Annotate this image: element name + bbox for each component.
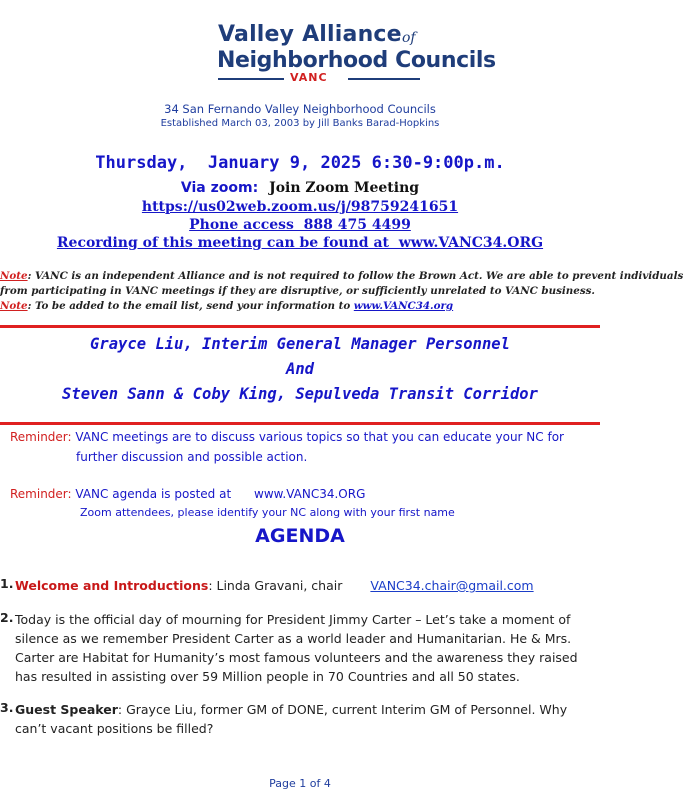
logo-title-line1: Valley Alliance [218,22,402,47]
logo-abbr: VANC [290,71,328,84]
note-label: Note [0,300,28,312]
recording-link[interactable]: Recording of this meeting can be found at www.VANC34.ORG [56,235,544,251]
speaker-line-3: Steven Sann & Coby King, Sepulveda Transit Corridor [62,385,538,403]
item-line [15,700,567,719]
item-text: : Grayce Liu, former GM of DONE, current Interim GM of Personnel. Why [117,702,568,717]
divider-bottom [0,422,600,425]
join-zoom-label: Join Zoom Meeting [269,180,420,196]
item-line: Carter are Habitat for Humanity’s most famous volunteers and the awareness they raised [15,650,578,665]
speaker-line-1: Grayce Liu, Interim General Manager Personnel [90,335,510,353]
note-text: from participating in VANC meetings if they are disruptive, or sufficiently unrelated to VANC business. [0,285,596,297]
reminder-label: Reminder: [10,430,72,444]
item-number: 3. [0,700,14,715]
item-line: can’t vacant positions be filled? [15,721,214,736]
phone-access: Phone access 888 475 4499 [189,217,411,233]
email-list-link[interactable]: www.VANC34.org [353,300,454,312]
note-line-1 [0,270,683,282]
item-text: : Linda Gravani, chair [208,578,343,593]
item-heading: Welcome and Introductions [15,578,209,593]
header-subtitle: 34 San Fernando Valley Neighborhood Councils [164,102,436,116]
reminder-2-cont: Zoom attendees, please identify your NC along with your first name [80,506,455,519]
note-line-3 [0,300,600,312]
logo-bar-right [348,78,420,80]
logo-title-line2: Neighborhood Councils [217,48,496,73]
note-line-2 [0,285,600,297]
note-label: Note [0,270,28,282]
via-zoom-label: Via zoom: [180,180,259,196]
zoom-link[interactable]: https://us02web.zoom.us/j/98759241651 [141,199,459,215]
reminder-text: VANC agenda is posted at www.VANC34.ORG [75,487,366,501]
meeting-date: Thursday, January 9, 2025 6:30-9:00p.m. [95,153,505,173]
divider-top [0,325,600,328]
item-number: 2. [0,610,14,625]
logo-bar-left [218,78,284,80]
item-body [15,610,578,686]
item-line: silence as we remember President Carter as a world leader and Humanitarian. He & Mrs. [15,631,572,646]
reminder-text: VANC meetings are to discuss various topics so that you can educate your NC for [75,430,564,444]
note-text: : To be added to the email list, send your information to [27,300,354,312]
reminder-1-cont: further discussion and possible action. [76,450,308,464]
note-text: : VANC is an independent Alliance and is not required to follow the Brown Act. We are able to prevent individuals [27,270,683,282]
meeting-zoom-line [0,180,600,196]
item-line: Today is the official day of mourning for President Jimmy Carter – Let’s take a moment of [15,612,571,627]
agenda-item-1 [0,576,600,598]
item-heading: Guest Speaker [15,702,118,717]
chair-email-link[interactable]: VANC34.chair@gmail.com [370,578,534,593]
reminder-2 [10,487,365,501]
header-established: Established March 03, 2003 by Jill Banks Barad-Hopkins [160,118,440,129]
page-number: Page 1 of 4 [269,777,331,790]
item-line: has resulted in assisting over 59 Million people in 70 Countries and all 50 states. [15,669,520,684]
logo-of: of [402,30,416,46]
item-body [15,576,534,595]
item-body [15,700,567,738]
reminder-1 [10,430,564,444]
agenda-item-2 [0,610,600,690]
item-number: 1. [0,576,14,591]
reminder-label: Reminder: [10,487,72,501]
agenda-item-3 [0,700,600,742]
agenda-title: AGENDA [255,525,345,547]
speaker-line-2: And [286,360,314,378]
